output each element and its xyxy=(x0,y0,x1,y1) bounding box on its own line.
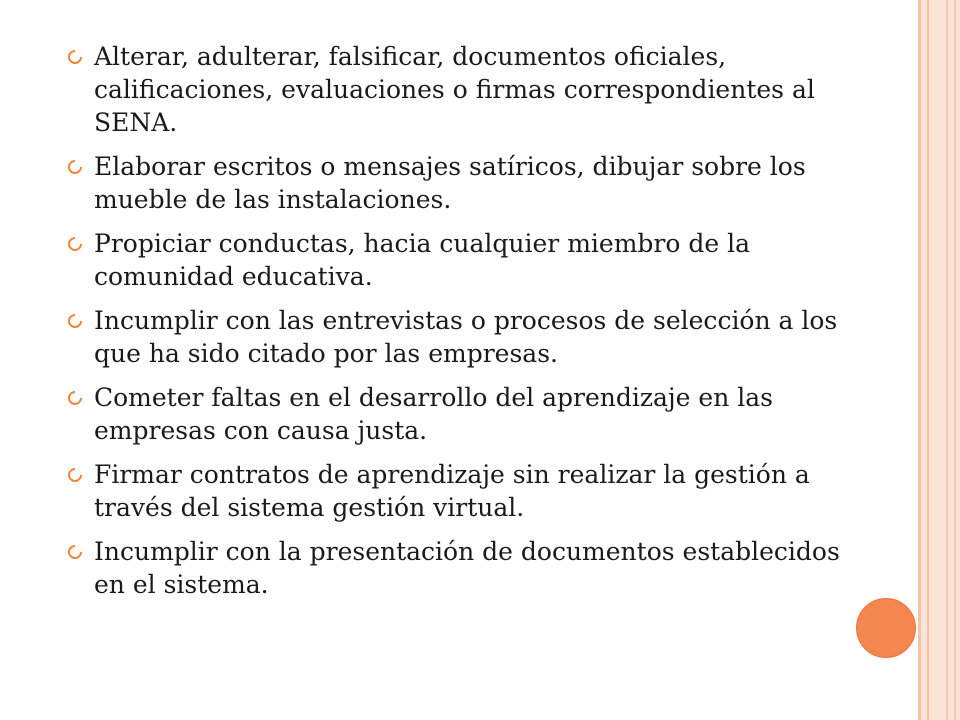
bullet-text: Incumplir con la presentación de documentos establecidos en el sistema. xyxy=(94,537,840,599)
bullet-list xyxy=(64,40,854,601)
bullet-item xyxy=(64,381,854,447)
bullet-icon xyxy=(65,47,85,67)
bullet-icon xyxy=(65,542,85,562)
decorative-circle xyxy=(856,598,916,658)
bullet-item xyxy=(64,535,854,601)
slide-content xyxy=(64,40,854,612)
bullet-item xyxy=(64,40,854,139)
bullet-item xyxy=(64,150,854,216)
bullet-item xyxy=(64,458,854,524)
bullet-icon xyxy=(65,311,85,331)
bullet-icon xyxy=(65,234,85,254)
bullet-text: Cometer faltas en el desarrollo del aprendizaje en las empresas con causa justa. xyxy=(94,383,773,445)
bullet-text: Firmar contratos de aprendizaje sin realizar la gestión a través del sistema gestión virtual. xyxy=(94,460,810,522)
decorative-stripe xyxy=(918,0,921,720)
bullet-text: Propiciar conductas, hacia cualquier miembro de la comunidad educativa. xyxy=(94,229,751,291)
decorative-stripe xyxy=(946,0,948,720)
bullet-icon xyxy=(65,465,85,485)
bullet-text: Alterar, adulterar, falsificar, documentos oficiales, calificaciones, evaluaciones o firmas correspondientes al SENA. xyxy=(94,42,815,137)
decorative-stripe xyxy=(954,0,956,720)
bullet-text: Elaborar escritos o mensajes satíricos, dibujar sobre los mueble de las instalaciones. xyxy=(94,152,806,214)
bullet-text: Incumplir con las entrevistas o procesos de selección a los que ha sido citado por las empresas. xyxy=(94,306,838,368)
bullet-icon xyxy=(65,388,85,408)
bullet-item xyxy=(64,304,854,370)
bullet-item xyxy=(64,227,854,293)
bullet-icon xyxy=(65,157,85,177)
decorative-stripe xyxy=(927,0,929,720)
